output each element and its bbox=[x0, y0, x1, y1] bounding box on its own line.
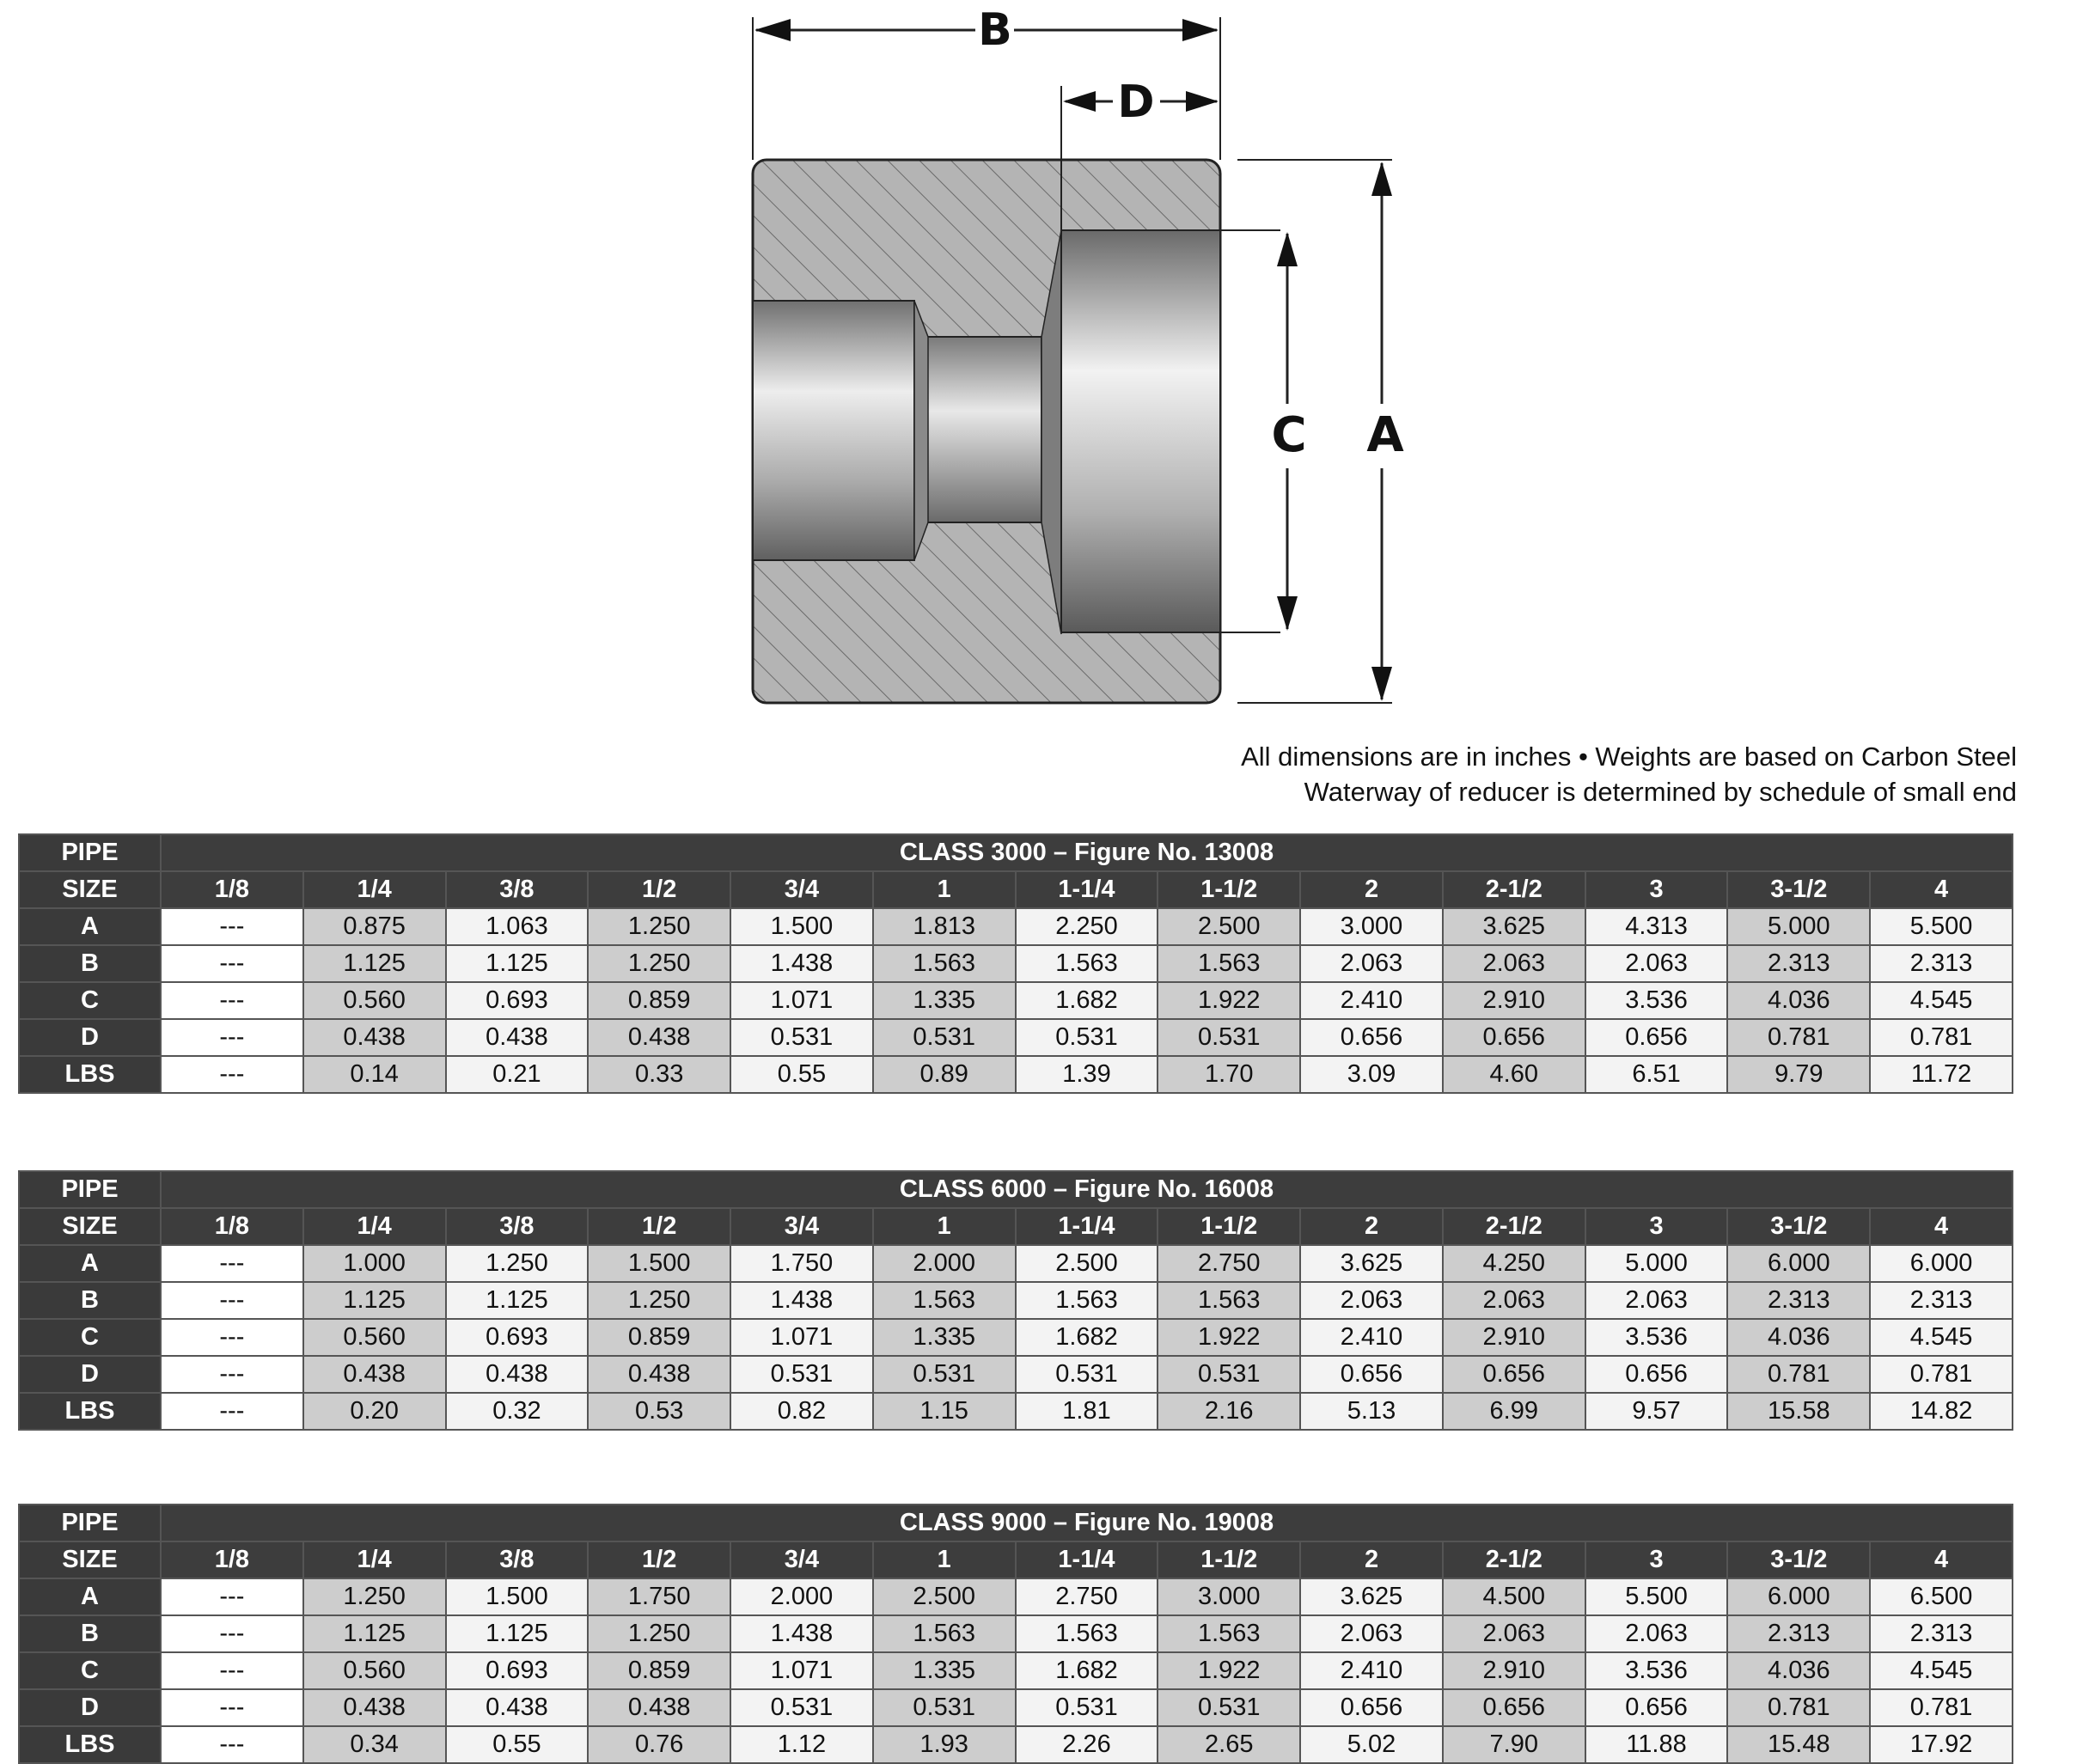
table-cell: 1.682 bbox=[1016, 982, 1158, 1019]
table-cell: 0.438 bbox=[588, 1356, 730, 1393]
table-cell: 0.859 bbox=[588, 982, 730, 1019]
table-cell: 2.500 bbox=[1158, 908, 1300, 945]
spec-table bbox=[18, 1504, 2013, 1764]
table-cell: 0.438 bbox=[446, 1019, 589, 1056]
table-cell: 1.000 bbox=[303, 1245, 446, 1282]
table-cell: 2.063 bbox=[1300, 945, 1443, 982]
table-cell: 3.536 bbox=[1585, 1652, 1728, 1689]
table-row bbox=[19, 1056, 2013, 1093]
table-cell: 0.438 bbox=[588, 1689, 730, 1726]
table-title: CLASS 6000 – Figure No. 16008 bbox=[161, 1171, 2013, 1208]
pipe-size-header: 3-1/2 bbox=[1727, 1208, 1870, 1245]
table-row bbox=[19, 1652, 2013, 1689]
table-cell: 0.531 bbox=[1158, 1356, 1300, 1393]
table-title: CLASS 3000 – Figure No. 13008 bbox=[161, 834, 2013, 871]
table-cell: --- bbox=[161, 1726, 303, 1763]
table-cell: 2.313 bbox=[1870, 1282, 2013, 1319]
table-cell: 0.21 bbox=[446, 1056, 589, 1093]
dim-a-arrow-bottom bbox=[1371, 667, 1392, 701]
table-cell: 1.12 bbox=[730, 1726, 873, 1763]
table-cell: 4.545 bbox=[1870, 982, 2013, 1019]
table-cell: 0.781 bbox=[1727, 1019, 1870, 1056]
table-cell: 1.125 bbox=[446, 1282, 589, 1319]
table-cell: 1.682 bbox=[1016, 1319, 1158, 1356]
table-cell: 1.500 bbox=[446, 1578, 589, 1615]
pipe-size-header: 3/8 bbox=[446, 1541, 589, 1578]
table-cell: 1.438 bbox=[730, 1282, 873, 1319]
small-socket-bore bbox=[753, 301, 914, 560]
table-cell: 2.410 bbox=[1300, 1319, 1443, 1356]
table-cell: 0.531 bbox=[1016, 1689, 1158, 1726]
dim-d-label: D bbox=[1117, 76, 1155, 128]
small-chamfer bbox=[914, 301, 928, 560]
table-cell: 1.15 bbox=[873, 1393, 1016, 1430]
pipe-size-header: 1-1/4 bbox=[1016, 1208, 1158, 1245]
table-cell: 5.500 bbox=[1870, 908, 2013, 945]
table-cell: 0.438 bbox=[303, 1019, 446, 1056]
table-cell: 3.625 bbox=[1300, 1245, 1443, 1282]
table-cell: 3.09 bbox=[1300, 1056, 1443, 1093]
pipe-size-header: 2-1/2 bbox=[1443, 871, 1585, 908]
table-cell: --- bbox=[161, 1356, 303, 1393]
table-cell: 3.625 bbox=[1443, 908, 1585, 945]
table-cell: 6.000 bbox=[1870, 1245, 2013, 1282]
table-cell: 1.563 bbox=[1158, 945, 1300, 982]
table-cell: 0.656 bbox=[1300, 1356, 1443, 1393]
table-cell: 0.531 bbox=[730, 1356, 873, 1393]
row-label: D bbox=[19, 1689, 161, 1726]
table-cell: 4.545 bbox=[1870, 1652, 2013, 1689]
table-cell: 0.438 bbox=[446, 1689, 589, 1726]
pipe-size-header: 1 bbox=[873, 1541, 1016, 1578]
table-cell: 0.438 bbox=[446, 1356, 589, 1393]
table-row bbox=[19, 1393, 2013, 1430]
row-label: LBS bbox=[19, 1393, 161, 1430]
table-cell: 0.560 bbox=[303, 1319, 446, 1356]
pipe-size-header: 2 bbox=[1300, 1208, 1443, 1245]
table-cell: --- bbox=[161, 1056, 303, 1093]
pipe-size-header: 1 bbox=[873, 1208, 1016, 1245]
table-cell: 0.531 bbox=[873, 1689, 1016, 1726]
table-row bbox=[19, 1019, 2013, 1056]
table-cell: 1.335 bbox=[873, 1652, 1016, 1689]
dim-b-arrow-left bbox=[754, 19, 791, 41]
table-cell: 1.071 bbox=[730, 1652, 873, 1689]
table-cell: 3.625 bbox=[1300, 1578, 1443, 1615]
table-cell: 0.693 bbox=[446, 1652, 589, 1689]
row-label: B bbox=[19, 945, 161, 982]
table-cell: 0.560 bbox=[303, 1652, 446, 1689]
row-label: A bbox=[19, 1245, 161, 1282]
table-cell: 2.910 bbox=[1443, 1652, 1585, 1689]
table-cell: 1.563 bbox=[873, 1615, 1016, 1652]
row-label: C bbox=[19, 1652, 161, 1689]
table-cell: 2.16 bbox=[1158, 1393, 1300, 1430]
table-row bbox=[19, 945, 2013, 982]
row-label: D bbox=[19, 1356, 161, 1393]
table-cell: 1.500 bbox=[730, 908, 873, 945]
table-cell: 2.910 bbox=[1443, 1319, 1585, 1356]
table-cell: 0.781 bbox=[1727, 1689, 1870, 1726]
table-cell: 1.250 bbox=[303, 1578, 446, 1615]
table-cell: 0.859 bbox=[588, 1319, 730, 1356]
dim-c-label: C bbox=[1271, 407, 1307, 463]
table-row bbox=[19, 1282, 2013, 1319]
table-cell: 1.81 bbox=[1016, 1393, 1158, 1430]
pipe-size-header: 3-1/2 bbox=[1727, 1541, 1870, 1578]
table-cell: 0.693 bbox=[446, 982, 589, 1019]
reducer-cross-section-diagram bbox=[0, 0, 2083, 730]
table-cell: 1.563 bbox=[1016, 945, 1158, 982]
pipe-size-header: 2 bbox=[1300, 871, 1443, 908]
row-label: B bbox=[19, 1615, 161, 1652]
pipe-size-header: 1/4 bbox=[303, 871, 446, 908]
table-cell: 2.313 bbox=[1870, 1615, 2013, 1652]
table-row bbox=[19, 982, 2013, 1019]
waterway-bore bbox=[914, 337, 1042, 522]
table-cell: 0.531 bbox=[1016, 1356, 1158, 1393]
pipe-size-header: 1-1/2 bbox=[1158, 871, 1300, 908]
table-cell: 0.781 bbox=[1870, 1356, 2013, 1393]
pipe-label: PIPE bbox=[19, 834, 161, 871]
notes bbox=[1241, 739, 2017, 809]
table-cell: --- bbox=[161, 1578, 303, 1615]
table-cell: 1.563 bbox=[873, 945, 1016, 982]
table-cell: 0.781 bbox=[1870, 1019, 2013, 1056]
size-label: SIZE bbox=[19, 871, 161, 908]
dim-d-arrow-left bbox=[1063, 91, 1096, 112]
table-cell: 6.000 bbox=[1727, 1245, 1870, 1282]
table-cell: 3.000 bbox=[1300, 908, 1443, 945]
table-cell: 11.88 bbox=[1585, 1726, 1728, 1763]
table-cell: 1.250 bbox=[588, 908, 730, 945]
table-cell: --- bbox=[161, 1282, 303, 1319]
pipe-size-header: 1-1/2 bbox=[1158, 1541, 1300, 1578]
table-cell: 0.438 bbox=[303, 1356, 446, 1393]
table-cell: 1.071 bbox=[730, 982, 873, 1019]
table-cell: 15.58 bbox=[1727, 1393, 1870, 1430]
table-cell: --- bbox=[161, 908, 303, 945]
table-title: CLASS 9000 – Figure No. 19008 bbox=[161, 1505, 2013, 1541]
size-label: SIZE bbox=[19, 1541, 161, 1578]
pipe-size-header: 2 bbox=[1300, 1541, 1443, 1578]
table-cell: 6.500 bbox=[1870, 1578, 2013, 1615]
dim-a-arrow-top bbox=[1371, 162, 1392, 196]
table-cell: --- bbox=[161, 1319, 303, 1356]
table-cell: 2.063 bbox=[1443, 945, 1585, 982]
table-cell: 1.125 bbox=[446, 1615, 589, 1652]
pipe-size-header: 1-1/2 bbox=[1158, 1208, 1300, 1245]
table-cell: 2.063 bbox=[1585, 945, 1728, 982]
table-cell: 1.39 bbox=[1016, 1056, 1158, 1093]
table-cell: 2.410 bbox=[1300, 1652, 1443, 1689]
table-cell: 2.750 bbox=[1158, 1245, 1300, 1282]
table-cell: 5.000 bbox=[1585, 1245, 1728, 1282]
note-line-2: Waterway of reducer is determined by schedule of small end bbox=[1304, 777, 2017, 807]
table-cell: --- bbox=[161, 1019, 303, 1056]
row-label: D bbox=[19, 1019, 161, 1056]
pipe-size-header: 1-1/4 bbox=[1016, 1541, 1158, 1578]
pipe-size-header: 3/4 bbox=[730, 1541, 873, 1578]
table-cell: 0.89 bbox=[873, 1056, 1016, 1093]
table-cell: 1.682 bbox=[1016, 1652, 1158, 1689]
table-cell: 0.32 bbox=[446, 1393, 589, 1430]
table-cell: 2.313 bbox=[1727, 1282, 1870, 1319]
row-label: C bbox=[19, 1319, 161, 1356]
table-cell: 2.000 bbox=[730, 1578, 873, 1615]
table-cell: 1.125 bbox=[446, 945, 589, 982]
table-cell: 1.125 bbox=[303, 945, 446, 982]
table-cell: 17.92 bbox=[1870, 1726, 2013, 1763]
table-cell: 0.781 bbox=[1727, 1356, 1870, 1393]
pipe-size-header: 1/2 bbox=[588, 871, 730, 908]
dim-b-arrow-right bbox=[1182, 19, 1219, 41]
table-cell: 4.60 bbox=[1443, 1056, 1585, 1093]
table-cell: 4.250 bbox=[1443, 1245, 1585, 1282]
table-cell: 6.000 bbox=[1727, 1578, 1870, 1615]
table-cell: 5.13 bbox=[1300, 1393, 1443, 1430]
table-cell: 14.82 bbox=[1870, 1393, 2013, 1430]
pipe-size-header: 3/4 bbox=[730, 1208, 873, 1245]
table-cell: 1.563 bbox=[1016, 1615, 1158, 1652]
table-cell: 1.250 bbox=[588, 945, 730, 982]
row-label: A bbox=[19, 1578, 161, 1615]
pipe-size-header: 4 bbox=[1870, 1541, 2013, 1578]
table-cell: 1.70 bbox=[1158, 1056, 1300, 1093]
pipe-size-header: 4 bbox=[1870, 871, 2013, 908]
table-cell: 0.656 bbox=[1443, 1689, 1585, 1726]
table-cell: 2.063 bbox=[1443, 1282, 1585, 1319]
table-cell: 1.563 bbox=[1158, 1282, 1300, 1319]
spec-table bbox=[18, 833, 2013, 1094]
table-cell: 1.922 bbox=[1158, 1319, 1300, 1356]
table-cell: 0.560 bbox=[303, 982, 446, 1019]
table-cell: 1.125 bbox=[303, 1282, 446, 1319]
table-cell: 2.063 bbox=[1585, 1615, 1728, 1652]
pipe-size-header: 3 bbox=[1585, 871, 1728, 908]
table-cell: 2.000 bbox=[873, 1245, 1016, 1282]
table-cell: 0.531 bbox=[1158, 1689, 1300, 1726]
table-cell: --- bbox=[161, 945, 303, 982]
table-cell: 1.922 bbox=[1158, 982, 1300, 1019]
row-label: LBS bbox=[19, 1726, 161, 1763]
table-cell: 0.531 bbox=[873, 1019, 1016, 1056]
spec-table bbox=[18, 1170, 2013, 1431]
pipe-size-header: 1-1/4 bbox=[1016, 871, 1158, 908]
dim-c-arrow-top bbox=[1277, 232, 1298, 266]
table-cell: 1.563 bbox=[1016, 1282, 1158, 1319]
note-line-1: All dimensions are in inches • Weights are based on Carbon Steel bbox=[1241, 742, 2017, 772]
table-cell: 6.51 bbox=[1585, 1056, 1728, 1093]
pipe-size-header: 3-1/2 bbox=[1727, 871, 1870, 908]
table-cell: 3.536 bbox=[1585, 982, 1728, 1019]
table-row bbox=[19, 1615, 2013, 1652]
table-cell: 2.313 bbox=[1870, 945, 2013, 982]
table-cell: 2.063 bbox=[1585, 1282, 1728, 1319]
table-cell: 0.875 bbox=[303, 908, 446, 945]
table-cell: 1.125 bbox=[303, 1615, 446, 1652]
table-cell: 9.57 bbox=[1585, 1393, 1728, 1430]
pipe-size-header: 2-1/2 bbox=[1443, 1208, 1585, 1245]
pipe-label: PIPE bbox=[19, 1171, 161, 1208]
table-cell: 1.063 bbox=[446, 908, 589, 945]
table-cell: 2.313 bbox=[1727, 1615, 1870, 1652]
pipe-size-header: 2-1/2 bbox=[1443, 1541, 1585, 1578]
table-cell: 1.563 bbox=[873, 1282, 1016, 1319]
table-cell: 1.250 bbox=[588, 1282, 730, 1319]
pipe-size-header: 1/8 bbox=[161, 871, 303, 908]
table-cell: 0.76 bbox=[588, 1726, 730, 1763]
table-cell: 0.55 bbox=[446, 1726, 589, 1763]
table-cell: 0.53 bbox=[588, 1393, 730, 1430]
table-cell: 1.335 bbox=[873, 1319, 1016, 1356]
table-row bbox=[19, 908, 2013, 945]
dim-d-arrow-right bbox=[1186, 91, 1219, 112]
table-cell: 0.859 bbox=[588, 1652, 730, 1689]
table-cell: 1.250 bbox=[446, 1245, 589, 1282]
table-cell: 0.438 bbox=[588, 1019, 730, 1056]
table-row bbox=[19, 1578, 2013, 1615]
pipe-size-header: 1/2 bbox=[588, 1208, 730, 1245]
table-cell: 0.55 bbox=[730, 1056, 873, 1093]
table-cell: 1.750 bbox=[588, 1578, 730, 1615]
table-cell: 2.910 bbox=[1443, 982, 1585, 1019]
table-cell: 1.250 bbox=[588, 1615, 730, 1652]
table-cell: 2.313 bbox=[1727, 945, 1870, 982]
table-row bbox=[19, 1356, 2013, 1393]
table-cell: 0.34 bbox=[303, 1726, 446, 1763]
table-cell: 2.410 bbox=[1300, 982, 1443, 1019]
table-cell: 6.99 bbox=[1443, 1393, 1585, 1430]
table-cell: --- bbox=[161, 1652, 303, 1689]
row-label: A bbox=[19, 908, 161, 945]
table-cell: 4.545 bbox=[1870, 1319, 2013, 1356]
table-cell: 0.531 bbox=[730, 1019, 873, 1056]
table-cell: 2.063 bbox=[1300, 1282, 1443, 1319]
table-cell: 4.036 bbox=[1727, 1319, 1870, 1356]
table-cell: 2.65 bbox=[1158, 1726, 1300, 1763]
table-cell: 0.531 bbox=[873, 1356, 1016, 1393]
table-cell: 11.72 bbox=[1870, 1056, 2013, 1093]
table-cell: 0.33 bbox=[588, 1056, 730, 1093]
table-cell: 0.82 bbox=[730, 1393, 873, 1430]
table-cell: 1.335 bbox=[873, 982, 1016, 1019]
table-row bbox=[19, 1319, 2013, 1356]
table-cell: 7.90 bbox=[1443, 1726, 1585, 1763]
table-cell: 1.071 bbox=[730, 1319, 873, 1356]
table-cell: 0.656 bbox=[1443, 1356, 1585, 1393]
pipe-size-header: 3 bbox=[1585, 1541, 1728, 1578]
pipe-size-header: 3/4 bbox=[730, 871, 873, 908]
table-cell: 5.000 bbox=[1727, 908, 1870, 945]
table-cell: 0.438 bbox=[303, 1689, 446, 1726]
table-cell: 0.20 bbox=[303, 1393, 446, 1430]
table-cell: 2.750 bbox=[1016, 1578, 1158, 1615]
table-cell: 0.656 bbox=[1443, 1019, 1585, 1056]
pipe-size-header: 1/8 bbox=[161, 1541, 303, 1578]
table-cell: 2.26 bbox=[1016, 1726, 1158, 1763]
dim-c-arrow-bottom bbox=[1277, 596, 1298, 631]
pipe-size-header: 3/8 bbox=[446, 1208, 589, 1245]
table-cell: --- bbox=[161, 1689, 303, 1726]
dim-b-label: B bbox=[978, 4, 1012, 56]
table-cell: 0.531 bbox=[1016, 1019, 1158, 1056]
table-cell: 0.693 bbox=[446, 1319, 589, 1356]
table-cell: 1.438 bbox=[730, 1615, 873, 1652]
pipe-size-header: 1/4 bbox=[303, 1541, 446, 1578]
table-cell: 2.500 bbox=[1016, 1245, 1158, 1282]
pipe-size-header: 1/8 bbox=[161, 1208, 303, 1245]
table-cell: --- bbox=[161, 1393, 303, 1430]
table-cell: 15.48 bbox=[1727, 1726, 1870, 1763]
table-cell: 1.93 bbox=[873, 1726, 1016, 1763]
pipe-size-header: 1/4 bbox=[303, 1208, 446, 1245]
large-socket-bore bbox=[1061, 230, 1220, 632]
table-cell: 3.536 bbox=[1585, 1319, 1728, 1356]
table-cell: 9.79 bbox=[1727, 1056, 1870, 1093]
table-cell: 1.750 bbox=[730, 1245, 873, 1282]
table-cell: 1.922 bbox=[1158, 1652, 1300, 1689]
table-cell: 4.313 bbox=[1585, 908, 1728, 945]
dim-a-label: A bbox=[1366, 407, 1404, 463]
size-label: SIZE bbox=[19, 1208, 161, 1245]
table-cell: 0.656 bbox=[1300, 1689, 1443, 1726]
table-cell: 1.500 bbox=[588, 1245, 730, 1282]
table-cell: 4.036 bbox=[1727, 982, 1870, 1019]
table-cell: 0.656 bbox=[1585, 1689, 1728, 1726]
table-cell: 2.250 bbox=[1016, 908, 1158, 945]
table-cell: 4.500 bbox=[1443, 1578, 1585, 1615]
pipe-size-header: 3/8 bbox=[446, 871, 589, 908]
table-cell: 0.531 bbox=[730, 1689, 873, 1726]
pipe-size-header: 1/2 bbox=[588, 1541, 730, 1578]
pipe-size-header: 4 bbox=[1870, 1208, 2013, 1245]
table-cell: 0.656 bbox=[1300, 1019, 1443, 1056]
table-cell: --- bbox=[161, 1245, 303, 1282]
table-cell: 0.14 bbox=[303, 1056, 446, 1093]
row-label: LBS bbox=[19, 1056, 161, 1093]
row-label: C bbox=[19, 982, 161, 1019]
table-cell: 0.656 bbox=[1585, 1356, 1728, 1393]
table-cell: 1.813 bbox=[873, 908, 1016, 945]
pipe-label: PIPE bbox=[19, 1505, 161, 1541]
table-cell: 2.063 bbox=[1443, 1615, 1585, 1652]
table-row bbox=[19, 1245, 2013, 1282]
table-cell: 2.500 bbox=[873, 1578, 1016, 1615]
table-row bbox=[19, 1689, 2013, 1726]
table-cell: 4.036 bbox=[1727, 1652, 1870, 1689]
table-cell: 0.531 bbox=[1158, 1019, 1300, 1056]
table-cell: 0.781 bbox=[1870, 1689, 2013, 1726]
pipe-size-header: 3 bbox=[1585, 1208, 1728, 1245]
table-cell: 2.063 bbox=[1300, 1615, 1443, 1652]
table-cell: 5.02 bbox=[1300, 1726, 1443, 1763]
table-cell: 5.500 bbox=[1585, 1578, 1728, 1615]
table-cell: 1.438 bbox=[730, 945, 873, 982]
table-cell: 3.000 bbox=[1158, 1578, 1300, 1615]
pipe-size-header: 1 bbox=[873, 871, 1016, 908]
table-cell: 0.656 bbox=[1585, 1019, 1728, 1056]
table-cell: --- bbox=[161, 1615, 303, 1652]
row-label: B bbox=[19, 1282, 161, 1319]
table-cell: --- bbox=[161, 982, 303, 1019]
table-cell: 1.563 bbox=[1158, 1615, 1300, 1652]
